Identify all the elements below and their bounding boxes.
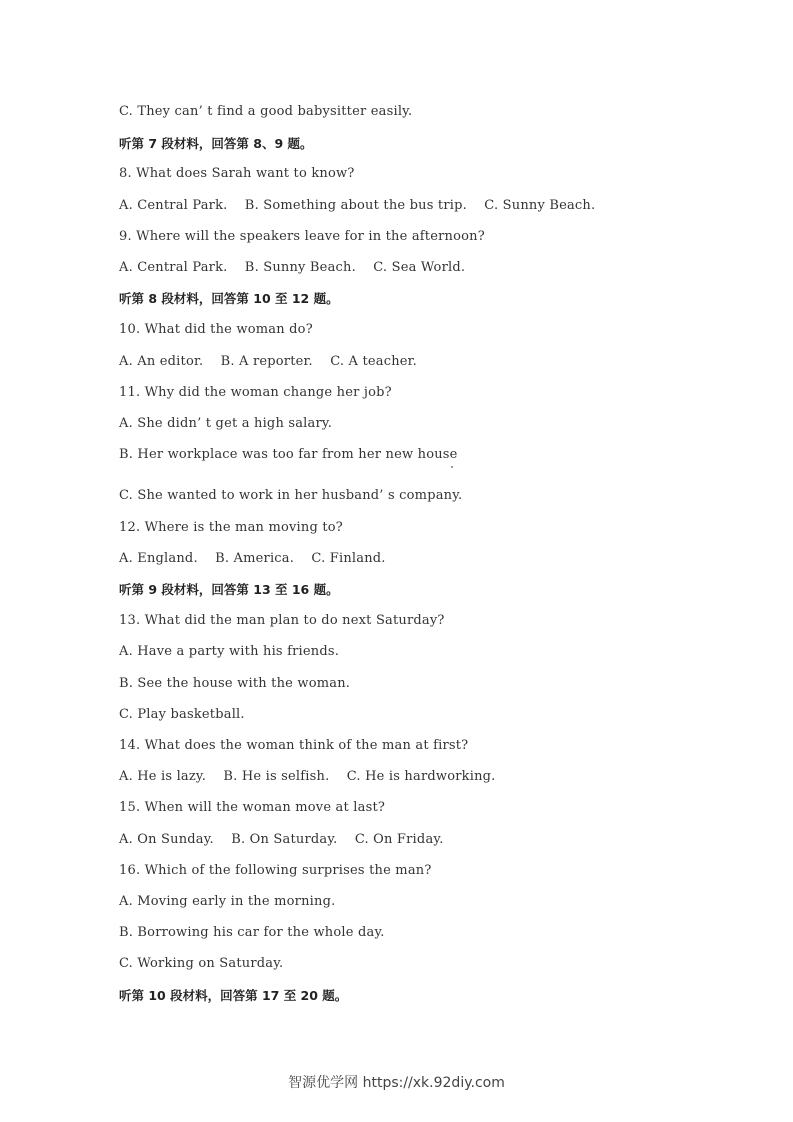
answer-option: A. Central Park. B. Something about the bus trip. C. Sunny Beach. xyxy=(119,198,596,213)
section-heading: 听第 8 段材料，回答第 10 至 12 题。 xyxy=(119,291,339,306)
answer-option: C. Working on Saturday. xyxy=(119,956,284,971)
answer-option: C. They can’ t find a good babysitter easily. xyxy=(119,104,413,119)
question-text: 10. What did the woman do? xyxy=(119,322,313,337)
question-text: 16. Which of the following surprises the man? xyxy=(119,863,432,878)
answer-option: A. Central Park. B. Sunny Beach. C. Sea World. xyxy=(119,260,466,275)
question-text: 14. What does the woman think of the man at first? xyxy=(119,738,469,753)
section-heading: 听第 7 段材料，回答第 8、9 题。 xyxy=(119,136,313,151)
answer-option: B. Borrowing his car for the whole day. xyxy=(119,925,385,940)
answer-option: A. On Sunday. B. On Saturday. C. On Friday. xyxy=(119,832,444,847)
stray-mark xyxy=(451,466,453,468)
answer-option: A. Have a party with his friends. xyxy=(119,644,340,659)
answer-option: A. An editor. B. A reporter. C. A teacher. xyxy=(119,354,417,369)
answer-option: C. She wanted to work in her husband’ s company. xyxy=(119,488,463,503)
answer-option: A. England. B. America. C. Finland. xyxy=(119,551,386,566)
question-text: 12. Where is the man moving to? xyxy=(119,520,343,535)
footer-watermark: 智源优学网 https://xk.92diy.com xyxy=(288,1075,505,1091)
answer-option: B. See the house with the woman. xyxy=(119,676,351,691)
answer-option: A. He is lazy. B. He is selfish. C. He is hardworking. xyxy=(119,769,496,784)
question-text: 11. Why did the woman change her job? xyxy=(119,385,392,400)
answer-option: B. Her workplace was too far from her new house xyxy=(119,447,458,462)
answer-option: A. Moving early in the morning. xyxy=(119,894,336,909)
question-text: 9. Where will the speakers leave for in the afternoon? xyxy=(119,229,485,244)
question-text: 13. What did the man plan to do next Saturday? xyxy=(119,613,445,628)
section-heading: 听第 9 段材料，回答第 13 至 16 题。 xyxy=(119,582,339,597)
section-heading: 听第 10 段材料，回答第 17 至 20 题。 xyxy=(119,988,348,1003)
answer-option: C. Play basketball. xyxy=(119,707,245,722)
question-text: 8. What does Sarah want to know? xyxy=(119,166,355,181)
answer-option: A. She didn’ t get a high salary. xyxy=(119,416,333,431)
question-text: 15. When will the woman move at last? xyxy=(119,800,386,815)
